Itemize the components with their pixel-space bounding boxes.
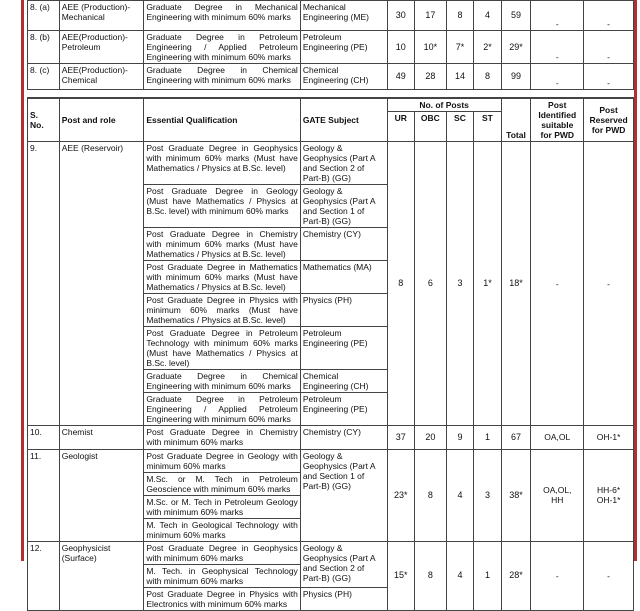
pwd-suitable-cell: - (531, 142, 584, 426)
qualification-cell: Post Graduate Degree in Geophysics with minimum 60% marks (144, 541, 301, 564)
table-row (28, 142, 634, 185)
qualification-cell: Post Graduate Degree in Geology with minimum 60% marks (144, 449, 301, 472)
obc-cell: 20 (415, 426, 447, 449)
pwd-suitable-cell: - (531, 64, 584, 90)
qualification-cell: Graduate Degree in Petroleum Engineering / Applied Petroleum Engineering with minimum 60% marks (144, 393, 301, 426)
post-cell: AEE(Production)- Petroleum (59, 31, 144, 64)
post-cell: AEE(Production)- Chemical (59, 64, 144, 90)
obc-cell: 28 (415, 64, 447, 90)
sno-cell: 10. (28, 426, 60, 449)
gate-subject-cell: Geology & Geophysics (Part A and Section 2 of Part-B) (GG) (300, 541, 387, 587)
qualification-cell: Post Graduate Degree in Physics with minimum 60% marks (Must have Mathematics / Physics at B.Sc. level) (144, 294, 301, 327)
qualification-cell: Post Graduate Degree in Chemistry with minimum 60% marks (Must have Mathematics / Physics at B.Sc. level) (144, 228, 301, 261)
post-cell: Geophysicist (Surface) (59, 541, 144, 610)
header-sno: S. No. (28, 98, 60, 142)
total-cell: 29* (501, 31, 531, 64)
st-cell: 3 (474, 449, 502, 541)
pwd-suitable-cell: - (531, 541, 584, 610)
qualification-cell: M.Sc. or M. Tech in Petroleum Geoscience with minimum 60% marks (144, 472, 301, 495)
sc-cell: 14 (446, 64, 473, 90)
qualification-cell: Graduate Degree in Petroleum Engineering / Applied Petroleum Engineering with minimum 60% marks (144, 31, 301, 64)
gate-subject-cell: Geology & Geophysics (Part A and Section 1 of Part-B) (GG) (300, 449, 387, 541)
st-cell: 2* (474, 31, 501, 64)
obc-cell: 10* (415, 31, 447, 64)
ur-cell: 10 (387, 31, 414, 64)
pwd-reserved-cell: - (584, 541, 634, 610)
pwd-reserved-cell: - (584, 64, 634, 90)
header-total: Total (501, 98, 531, 142)
posts-table-main (27, 97, 634, 611)
gate-subject-cell: Chemical Engineering (CH) (300, 64, 387, 90)
total-cell: 99 (501, 64, 531, 90)
obc-cell: 8 (415, 449, 447, 541)
ur-cell: 23* (387, 449, 414, 541)
header-st: ST (474, 112, 502, 142)
ur-cell: 37 (387, 426, 414, 449)
obc-cell: 8 (415, 541, 447, 610)
right-margin-line (634, 0, 637, 561)
post-cell: AEE (Production)- Mechanical (59, 1, 144, 31)
header-gate-subject: GATE Subject (300, 98, 387, 142)
gate-subject-cell: Mathematics (MA) (300, 261, 387, 294)
header-qualification: Essential Qualification (144, 98, 301, 142)
header-pwd-suitable: Post Identified suitable for PWD (531, 98, 584, 142)
sc-cell: 4 (446, 541, 473, 610)
table-row (28, 426, 634, 449)
gate-subject-cell: Physics (PH) (300, 294, 387, 327)
gate-subject-cell: Chemical Engineering (CH) (300, 370, 387, 393)
pwd-reserved-cell: - (584, 31, 634, 64)
gate-subject-cell: Geology & Geophysics (Part A and Section 2 of Part-B) (GG) (300, 142, 387, 185)
sno-cell: 11. (28, 449, 60, 541)
total-cell: 18* (501, 142, 531, 426)
qualification-cell: Graduate Degree in Chemical Engineering with minimum 60% marks (144, 64, 301, 90)
st-cell: 8 (474, 64, 501, 90)
sc-cell: 8 (446, 1, 473, 31)
sno-cell: 9. (28, 142, 60, 426)
pwd-reserved-cell: - (584, 1, 634, 31)
post-cell: Chemist (59, 426, 144, 449)
header-pwd-reserved: Post Reserved for PWD (584, 98, 634, 142)
sc-cell: 4 (446, 449, 473, 541)
gate-subject-cell: Chemistry (CY) (300, 426, 387, 449)
sno-cell: 8. (c) (28, 64, 60, 90)
pwd-suitable-cell: OA,OL, HH (531, 449, 584, 541)
header-obc: OBC (415, 112, 447, 142)
ur-cell: 8 (387, 142, 414, 426)
qualification-cell: Post Graduate Degree in Chemistry with minimum 60% marks (144, 426, 301, 449)
pwd-suitable-cell: - (531, 1, 584, 31)
qualification-cell: Post Graduate Degree in Mathematics with minimum 60% marks (Must have Mathematics / Physics at B.Sc. level) (144, 261, 301, 294)
total-cell: 38* (501, 449, 531, 541)
sno-cell: 12. (28, 541, 60, 610)
ur-cell: 49 (387, 64, 414, 90)
gate-subject-cell: Physics (PH) (300, 587, 387, 610)
ur-cell: 15* (387, 541, 414, 610)
gate-subject-cell: Chemistry (CY) (300, 228, 387, 261)
table-row (28, 1, 634, 31)
pwd-suitable-cell: OA,OL (531, 426, 584, 449)
pwd-reserved-cell: HH-6* OH-1* (584, 449, 634, 541)
gate-subject-cell: Mechanical Engineering (ME) (300, 1, 387, 31)
st-cell: 1 (474, 426, 502, 449)
header-no-of-posts: No. of Posts (387, 98, 501, 112)
sc-cell: 9 (446, 426, 473, 449)
qualification-cell: M.Sc. or M. Tech in Petroleum Geology with minimum 60% marks (144, 495, 301, 518)
ur-cell: 30 (387, 1, 414, 31)
sno-cell: 8. (b) (28, 31, 60, 64)
posts-table-top (27, 0, 634, 90)
qualification-cell: Graduate Degree in Chemical Engineering with minimum 60% marks (144, 370, 301, 393)
qualification-cell: Post Graduate Degree in Petroleum Technology with minimum 60% marks (Must have Mathematics / Physics at B.Sc. level) (144, 327, 301, 370)
pwd-suitable-cell: - (531, 31, 584, 64)
sc-cell: 7* (446, 31, 473, 64)
header-row (28, 98, 634, 112)
pwd-reserved-cell: OH-1* (584, 426, 634, 449)
total-cell: 59 (501, 1, 531, 31)
table-row (28, 449, 634, 472)
qualification-cell: Post Graduate Degree in Geophysics with minimum 60% marks (Must have Mathematics / Physics at B.Sc. level) (144, 142, 301, 185)
post-cell: AEE (Reservoir) (59, 142, 144, 426)
table-row (28, 64, 634, 90)
gate-subject-cell: Petroleum Engineering (PE) (300, 327, 387, 370)
st-cell: 4 (474, 1, 501, 31)
sc-cell: 3 (446, 142, 473, 426)
obc-cell: 17 (415, 1, 447, 31)
obc-cell: 6 (415, 142, 447, 426)
header-post: Post and role (59, 98, 144, 142)
header-ur: UR (387, 112, 414, 142)
header-sc: SC (446, 112, 473, 142)
total-cell: 67 (501, 426, 531, 449)
qualification-cell: Graduate Degree in Mechanical Engineering with minimum 60% marks (144, 1, 301, 31)
qualification-cell: M. Tech in Geological Technology with minimum 60% marks (144, 518, 301, 541)
total-cell: 28* (501, 541, 531, 610)
st-cell: 1 (474, 541, 502, 610)
post-cell: Geologist (59, 449, 144, 541)
left-margin-line (21, 0, 24, 561)
gate-subject-cell: Petroleum Engineering (PE) (300, 31, 387, 64)
gate-subject-cell: Geology & Geophysics (Part A and Section 1 of Part-B) (GG) (300, 185, 387, 228)
qualification-cell: Post Graduate Degree in Physics with Electronics with minimum 60% marks (144, 587, 301, 610)
table-row (28, 31, 634, 64)
gate-subject-cell: Petroleum Engineering (PE) (300, 393, 387, 426)
qualification-cell: M. Tech. in Geophysical Technology with minimum 60% marks (144, 564, 301, 587)
st-cell: 1* (474, 142, 502, 426)
qualification-cell: Post Graduate Degree in Geology (Must have Mathematics / Physics at B.Sc. level) with minimum 60% marks (144, 185, 301, 228)
pwd-reserved-cell: - (584, 142, 634, 426)
sno-cell: 8. (a) (28, 1, 60, 31)
